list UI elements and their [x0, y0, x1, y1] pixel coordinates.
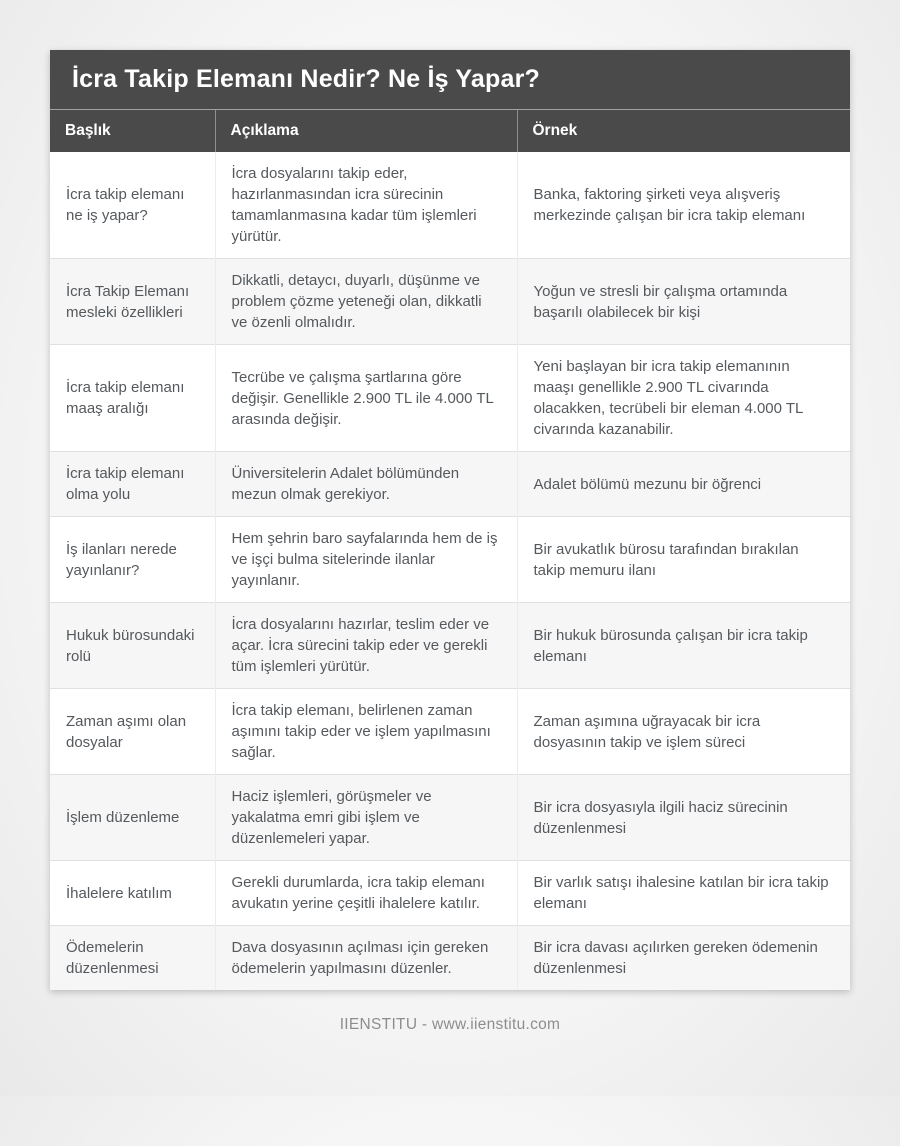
table-row: [50, 861, 850, 926]
info-table-card: [50, 50, 850, 990]
row-example-cell: Yeni başlayan bir icra takip elemanının maaşı genellikle 2.900 TL civarında olacakken, tecrübeli bir eleman 4.000 TL civarında kazanabilir.: [517, 345, 850, 452]
title-bar: [50, 50, 850, 110]
row-description-cell: Tecrübe ve çalışma şartlarına göre değişir. Genellikle 2.900 TL ile 4.000 TL arasında değişir.: [215, 345, 517, 452]
row-example-cell: Adalet bölümü mezunu bir öğrenci: [517, 452, 850, 517]
row-description-cell: Dava dosyasının açılması için gereken ödemelerin yapılmasını düzenler.: [215, 926, 517, 991]
row-title-cell: İşlem düzenleme: [50, 775, 215, 861]
table-header-row: [50, 110, 850, 152]
row-title-cell: İcra takip elemanı maaş aralığı: [50, 345, 215, 452]
row-example-cell: Bir icra davası açılırken gereken ödemenin düzenlenmesi: [517, 926, 850, 991]
info-table: [50, 110, 850, 990]
row-example-cell: Yoğun ve stresli bir çalışma ortamında başarılı olabilecek bir kişi: [517, 259, 850, 345]
row-example-cell: Bir varlık satışı ihalesine katılan bir icra takip elemanı: [517, 861, 850, 926]
row-description-cell: İcra dosyalarını takip eder, hazırlanmasından icra sürecinin tamamlanmasına kadar tüm işlemleri yürütür.: [215, 152, 517, 259]
row-example-cell: Banka, faktoring şirketi veya alışveriş merkezinde çalışan bir icra takip elemanı: [517, 152, 850, 259]
row-example-cell: Bir hukuk bürosunda çalışan bir icra takip elemanı: [517, 603, 850, 689]
table-row: [50, 926, 850, 991]
table-row: [50, 152, 850, 259]
table-row: [50, 517, 850, 603]
row-title-cell: İcra takip elemanı ne iş yapar?: [50, 152, 215, 259]
row-title-cell: İcra takip elemanı olma yolu: [50, 452, 215, 517]
row-title-cell: Zaman aşımı olan dosyalar: [50, 689, 215, 775]
row-example-cell: Bir avukatlık bürosu tarafından bırakılan takip memuru ilanı: [517, 517, 850, 603]
row-title-cell: Ödemelerin düzenlenmesi: [50, 926, 215, 991]
row-description-cell: Dikkatli, detaycı, duyarlı, düşünme ve problem çözme yeteneği olan, dikkatli ve özenli olmalıdır.: [215, 259, 517, 345]
column-header-ornek: Örnek: [517, 110, 850, 152]
row-description-cell: Hem şehrin baro sayfalarında hem de iş ve işçi bulma sitelerinde ilanlar yayınlanır.: [215, 517, 517, 603]
column-header-aciklama: Açıklama: [215, 110, 517, 152]
footer-attribution: IIENSTITU - www.iienstitu.com: [339, 1016, 561, 1033]
page-title: İcra Takip Elemanı Nedir? Ne İş Yapar?: [72, 65, 540, 93]
table-body: [50, 152, 850, 990]
table-row: [50, 259, 850, 345]
table-row: [50, 452, 850, 517]
row-description-cell: Gerekli durumlarda, icra takip elemanı avukatın yerine çeşitli ihalelere katılır.: [215, 861, 517, 926]
row-description-cell: İcra takip elemanı, belirlenen zaman aşımını takip eder ve işlem yapılmasını sağlar.: [215, 689, 517, 775]
row-description-cell: Haciz işlemleri, görüşmeler ve yakalatma emri gibi işlem ve düzenlemeleri yapar.: [215, 775, 517, 861]
table-row: [50, 689, 850, 775]
row-example-cell: Bir icra dosyasıyla ilgili haciz sürecinin düzenlenmesi: [517, 775, 850, 861]
row-title-cell: Hukuk bürosundaki rolü: [50, 603, 215, 689]
row-title-cell: İcra Takip Elemanı mesleki özellikleri: [50, 259, 215, 345]
table-row: [50, 345, 850, 452]
row-title-cell: İş ilanları nerede yayınlanır?: [50, 517, 215, 603]
row-description-cell: Üniversitelerin Adalet bölümünden mezun olmak gerekiyor.: [215, 452, 517, 517]
table-row: [50, 775, 850, 861]
row-description-cell: İcra dosyalarını hazırlar, teslim eder ve açar. İcra sürecini takip eder ve gerekli tüm işlemleri yürütür.: [215, 603, 517, 689]
row-example-cell: Zaman aşımına uğrayacak bir icra dosyasının takip ve işlem süreci: [517, 689, 850, 775]
table-header: [50, 110, 850, 152]
table-row: [50, 603, 850, 689]
row-title-cell: İhalelere katılım: [50, 861, 215, 926]
column-header-baslik: Başlık: [50, 110, 215, 152]
